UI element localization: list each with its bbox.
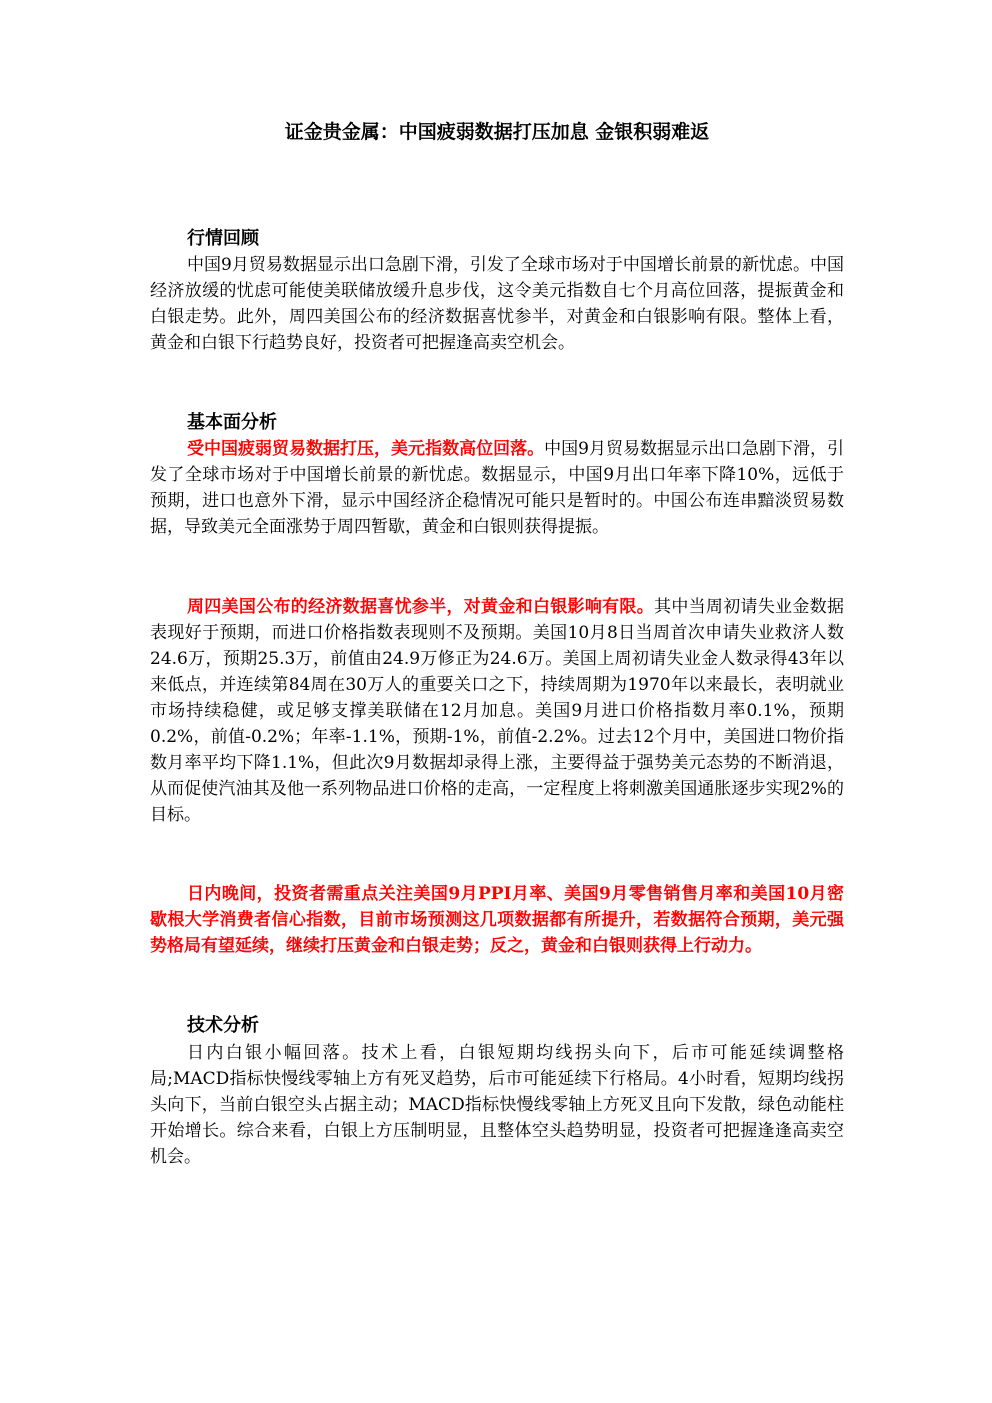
fundamental-paragraph-2-highlight: 周四美国公布的经济数据喜忧参半，对黄金和白银影响有限。 [187,597,655,617]
fundamental-paragraph-1 [150,436,844,540]
fundamental-paragraph-1-text: 中国9月贸易数据显示出口急剧下滑，引发了全球市场对于中国增长前景的新忧虑。数据显示，中国9月出口年率下降10%，远低于预期，进口也意外下滑，显示中国经济企稳情况可能只是暂时的。中国公布连串黯淡贸易数据，导致美元全面涨势于周四暂歇，黄金和白银则获得提振。 [150,439,845,537]
section-heading-review: 行情回顾 [187,228,259,249]
section-heading-technical: 技术分析 [187,1015,259,1036]
review-paragraph: 中国9月贸易数据显示出口急剧下滑，引发了全球市场对于中国增长前景的新忧虑。中国经济放缓的忧虑可能使美联储放缓升息步伐，这令美元指数自七个月高位回落，提振黄金和白银走势。此外，周四美国公布的经济数据喜忧参半，对黄金和白银影响有限。整体上看，黄金和白银下行趋势良好，投资者可把握逢高卖空机会。 [150,255,844,353]
document-title: 证金贵金属：中国疲弱数据打压加息 金银积弱难返 [284,121,710,143]
fundamental-paragraph-2-text: 其中当周初请失业金数据表现好于预期，而进口价格指数表现则不及预期。美国10月8日当周首次申请失业救济人数24.6万，预期25.3万，前值由24.9万修正为24.6万。美国上周初请失业金人数录得43年以来低点，并连续第84周在30万人的重要关口之下，持续周期为1970年以来最长，表明就业市场持续稳健，或足够支撑美联储在12月加息。美国9月进口价格指数月率0.1%，预期0.2%，前值-0.2%；年率-1.1%，预期-1%，前值-2.2%。过去12个月中，美国进口物价指数月率平均下降1.1%，但此次9月数据却录得上涨，主要得益于强势美元态势的不断消退，从而促使汽油其及他一系列物品进口价格的走高，一定程度上将刺激美国通胀逐步实现2%的目标。 [150,597,845,825]
fundamental-paragraph-3-highlight: 日内晚间，投资者需重点关注美国9月PPI月率、美国9月零售销售月率和美国10月密歇根大学消费者信心指数，目前市场预测这几项数据都有所提升，若数据符合预期，美元强势格局有望延续，继续打压黄金和白银走势；反之，黄金和白银则获得上行动力。 [150,884,844,956]
technical-paragraph: 日内白银小幅回落。技术上看，白银短期均线拐头向下，后市可能延续调整格局;MACD指标快慢线零轴上方有死叉趋势，后市可能延续下行格局。4小时看，短期均线拐头向下，当前白银空头占据主动；MACD指标快慢线零轴上方死叉且向下发散，绿色动能柱开始增长。综合来看，白银上方压制明显，且整体空头趋势明显，投资者可把握逢逢高卖空机会。 [150,1043,844,1167]
fundamental-paragraph-2 [150,594,844,828]
section-heading-fundamental: 基本面分析 [187,412,277,433]
fundamental-paragraph-1-highlight: 受中国疲弱贸易数据打压，美元指数高位回落。 [187,439,545,459]
